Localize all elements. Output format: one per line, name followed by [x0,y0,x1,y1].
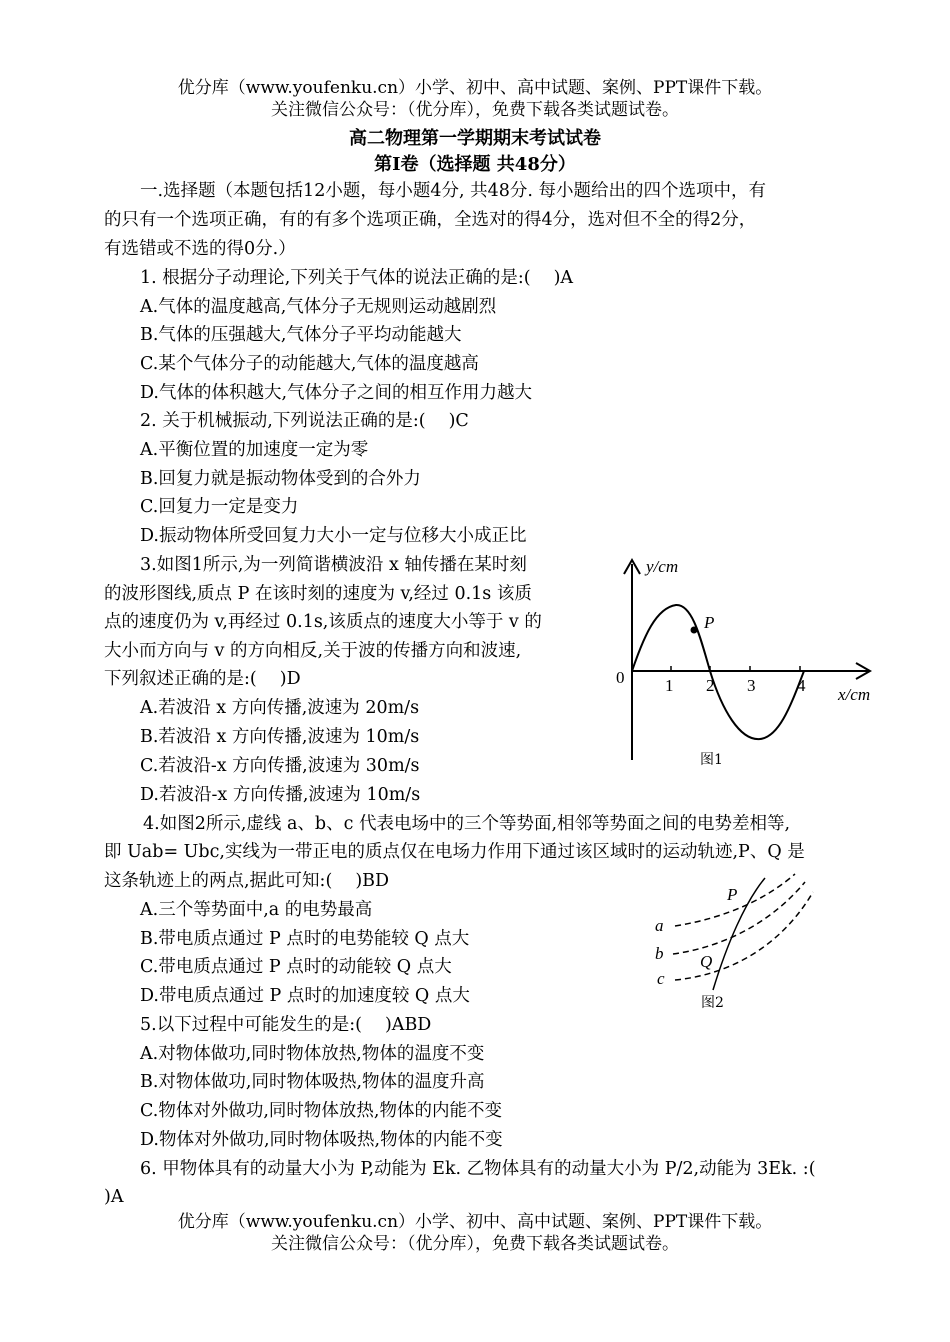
q1-option-a: A.气体的温度越高,气体分子无规则运动越剧烈 [140,297,497,317]
x-tick-label-4: 4 [797,676,806,695]
x-tick-label-3: 3 [747,676,756,695]
header-line-2: 关注微信公众号：（优分库），免费下载各类试题试卷。 [271,100,679,120]
wave-curve [632,605,804,739]
q5-option-a: A.对物体做功,同时物体放热,物体的温度不变 [140,1044,485,1064]
point-q-label: Q [700,952,713,971]
q3-stem-line-1: 3.如图1所示,为一列简谐横波沿 x 轴传播在某时刻 [140,555,527,575]
figure-1-caption: 图1 [700,752,723,768]
figure-1-wave-graph [600,550,890,775]
point-p-label: P [727,885,738,904]
figure-2-equipotential [645,870,825,1015]
x-tick-label-1: 1 [665,676,674,695]
q1-option-c: C.某个气体分子的动能越大,气体的温度越高 [140,354,479,374]
intro-line-3: 有选错或不选的得0分.） [104,239,296,259]
y-axis-label: y/cm [646,557,679,576]
q2-stem: 2. 关于机械振动,下列说法正确的是:( )C [140,411,469,431]
x-axis-label: x/cm [838,685,871,704]
q5-option-b: B.对物体做功,同时物体吸热,物体的温度升高 [140,1072,485,1092]
intro-line-2: 的只有一个选项正确，有的有多个选项正确，全选对的得4分，选对但不全的得2分， [104,210,757,230]
q2-option-b: B.回复力就是振动物体受到的合外力 [140,469,421,489]
q6-stem: 6. 甲物体具有的动量大小为 P,动能为 Ek. 乙物体具有的动量大小为 P/2,动能为 3Ek. :( [140,1159,816,1179]
q3-option-d: D.若波沿-x 方向传播,波速为 10m/s [140,785,421,805]
label-a: a [655,916,664,935]
footer-line-2: 关注微信公众号：（优分库），免费下载各类试题试卷。 [271,1234,679,1254]
q5-option-c: C.物体对外做功,同时物体放热,物体的内能不变 [140,1101,502,1121]
intro-line-1: 一.选择题（本题包括12小题，每小题4分, 共48分. 每小题给出的四个选项中，有 [140,181,766,201]
q1-option-b: B.气体的压强越大,气体分子平均动能越大 [140,325,462,345]
q5-stem: 5.以下过程中可能发生的是:( )ABD [140,1015,432,1035]
footer-line-1: 优分库（www.youfenku.cn）小学、初中、高中试题、案例、PPT课件下载。 [177,1212,773,1232]
q6-stem-continued: )A [104,1187,124,1207]
q3-option-a: A.若波沿 x 方向传播,波速为 20m/s [140,698,420,718]
section-subtitle: 第I卷（选择题 共48分） [374,154,576,175]
origin-label: 0 [616,668,625,687]
q3-stem-line-4: 大小而方向与 v 的方向相反,关于波的传播方向和波速, [104,641,522,661]
header-line-1: 优分库（www.youfenku.cn）小学、初中、高中试题、案例、PPT课件下载。 [177,78,773,98]
q1-stem: 1. 根据分子动理论,下列关于气体的说法正确的是:( )A [140,268,574,288]
q3-option-c: C.若波沿-x 方向传播,波速为 30m/s [140,756,420,776]
q1-option-d: D.气体的体积越大,气体分子之间的相互作用力越大 [140,383,533,403]
equipotential-c [675,892,813,980]
equipotential-b [673,882,805,954]
point-p-dot [691,627,698,634]
page-title: 高二物理第一学期期末考试试卷 [349,128,601,149]
q4-option-b: B.带电质点通过 P 点时的电势能较 Q 点大 [140,929,470,949]
q3-stem-line-3: 点的速度仍为 v,再经过 0.1s,该质点的速度大小等于 v 的 [104,612,542,632]
q2-option-d: D.振动物体所受回复力大小一定与位移大小成正比 [140,526,527,546]
q5-option-d: D.物体对外做功,同时物体吸热,物体的内能不变 [140,1130,503,1150]
figure-2-caption: 图2 [701,995,724,1011]
q4-option-a: A.三个等势面中,a 的电势最高 [140,900,373,920]
q2-option-c: C.回复力一定是变力 [140,497,299,517]
trajectory [713,878,765,990]
q4-option-d: D.带电质点通过 P 点时的加速度较 Q 点大 [140,986,470,1006]
q3-stem-line-2: 的波形图线,质点 P 在该时刻的速度为 v,经过 0.1s 该质 [104,584,532,604]
q4-option-c: C.带电质点通过 P 点时的动能较 Q 点大 [140,957,452,977]
q4-stem-line-2: 即 Uab= Ubc,实线为一带正电的质点仅在电场力作用下通过该区域时的运动轨迹,P、Q 是 [104,842,805,862]
label-b: b [655,944,664,963]
x-tick-label-2: 2 [706,676,715,695]
q2-option-a: A.平衡位置的加速度一定为零 [140,440,369,460]
q4-stem-line-3: 这条轨迹上的两点,据此可知:( )BD [104,871,390,891]
point-p-label: P [704,613,715,632]
label-c: c [657,969,665,988]
q3-stem-line-5: 下列叙述正确的是:( )D [104,669,301,689]
q3-option-b: B.若波沿 x 方向传播,波速为 10m/s [140,727,420,747]
q4-stem-line-1: 4.如图2所示,虚线 a、b、c 代表电场中的三个等势面,相邻等势面之间的电势差相等, [143,814,791,834]
